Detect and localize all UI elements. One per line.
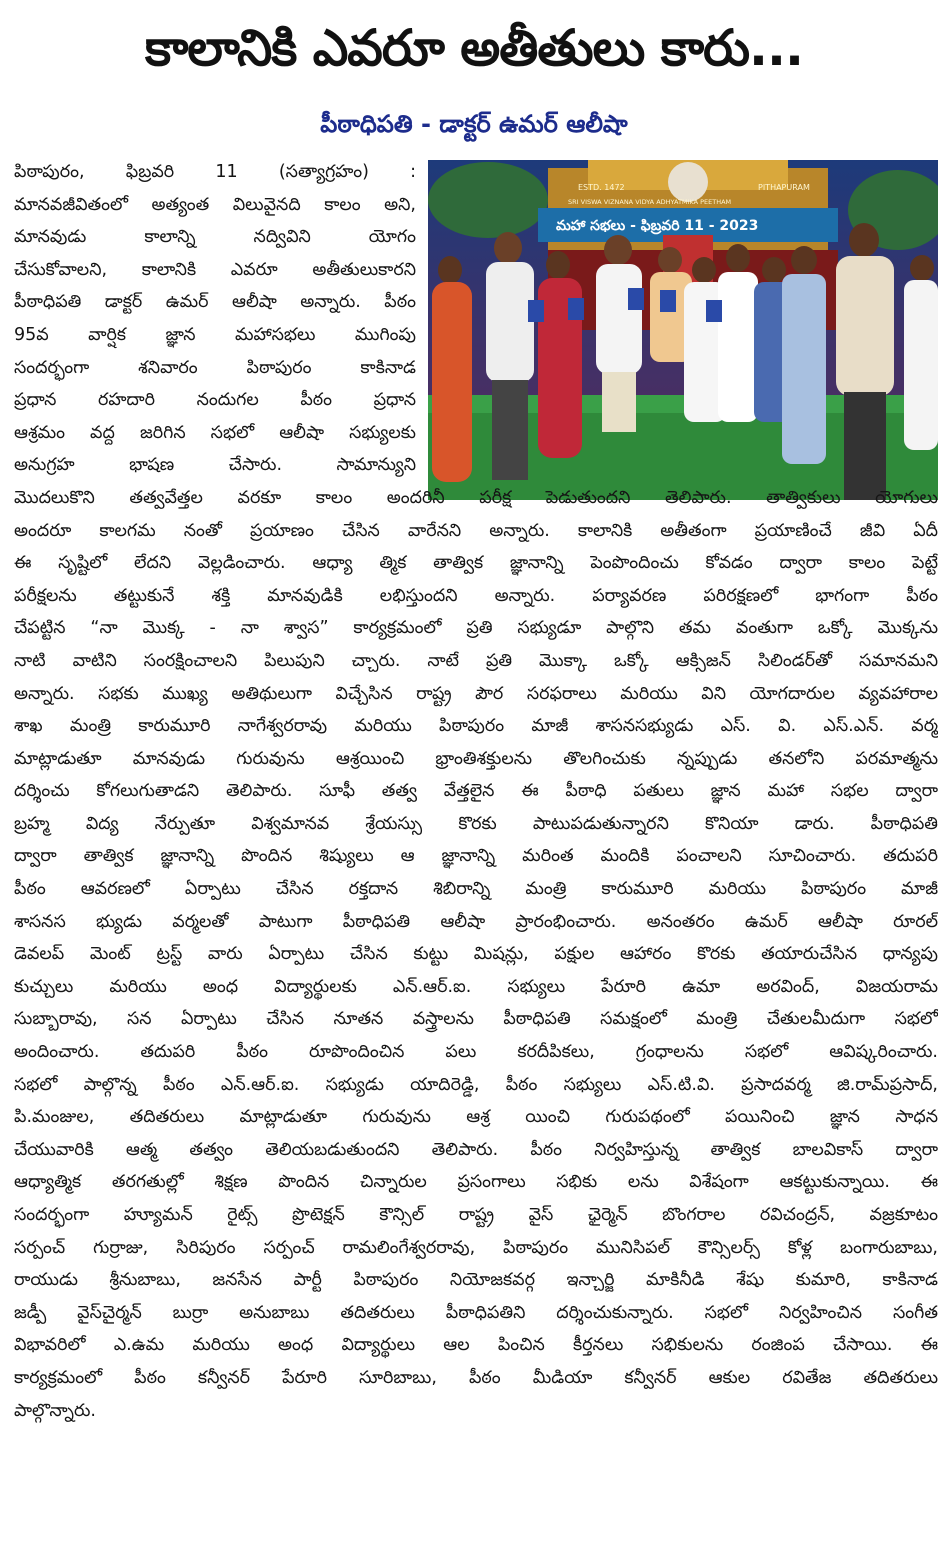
article-line: శాసనస భ్యుడు వర్మలతో పాటుగా పీఠాధిపతి ఆలీషా ప్రారంభించారు. అనంతరం ఉమర్ ఆలీషా రూరల్ (14, 911, 938, 932)
article-line: పాల్గొన్నారు. (14, 1400, 96, 1421)
article-line: కుచ్చులు మరియు అంధ విద్యార్థులకు ఎన్.ఆర్.ఐ. సభ్యులు పేరూరి ఉమా అరవింద్, విజయరామ (14, 976, 938, 997)
article-line: సందర్భంగా శనివారం పిఠాపురం కాకినాడ (14, 357, 416, 378)
article-line: మొదలుకొని తత్వవేత్తల వరకూ కాలం అందరినీ పరీక్ష పెడుతుందని తెలిపారు. తాత్వికులు యోగులు (14, 487, 938, 508)
article-body (14, 156, 938, 1460)
article-line: చేయువారికి ఆత్మ తత్వం తెలియబడుతుందని తెలిపారు. పీఠం నిర్వహిస్తున్న తాత్విక బాలవికాస్ ద్వారా (14, 1139, 938, 1160)
banner-estd: ESTD. 1472 (578, 183, 625, 192)
article-line: అనుగ్రహ భాషణ చేసారు. సామాన్యుని (14, 455, 416, 476)
article-line: విభావరిలో ఎ.ఉమ మరియు అంధ విద్యార్థులు ఆల పించిన కీర్తనలు సభికులను రంజింప చేసాయి. ఈ (14, 1335, 938, 1356)
banner-place: PITHAPURAM (758, 183, 810, 192)
article-line: ద్వారా తాత్విక జ్ఞానాన్ని పొందిన శిష్యులు ఆ జ్ఞానాన్ని మరింత మందికి పంచాలని సూచించారు. తదుపరి (14, 846, 938, 867)
article-line: శాఖ మంత్రి కారుమూరి నాగేశ్వరరావు మరియు పిఠాపురం మాజీ శాసనసభ్యుడు ఎస్. వి. ఎస్.ఎన్. వర్మ (14, 716, 938, 737)
article-line: పరీక్షలను తట్టుకునే శక్తి మానవుడికి లభిస్తుందని అన్నారు. పర్యావరణ పరిరక్షణలో భాగంగా పీఠం (14, 585, 938, 606)
article-line: 95వ వార్షిక జ్ఞాన మహాసభలు ముగింపు (14, 324, 416, 345)
article-line: కార్యక్రమంలో పీఠం కన్వీనర్ పేరూరి సూరిబాబు, పీఠం మీడియా కన్వీనర్ ఆకుల రవితేజ తదితరులు (14, 1367, 938, 1388)
article-line: పీఠం ఆవరణలో ఏర్పాటు చేసిన రక్తదాన శిబిరాన్ని మంత్రి కారుమూరి మరియు పిఠాపురం మాజీ (14, 879, 938, 900)
article-line: అన్నారు. సభకు ముఖ్య అతిథులుగా విచ్చేసిన రాష్ట్ర పౌర సరఫరాలు మరియు విని యోగదారుల వ్యవహారాల (14, 683, 938, 704)
article-line: ఈ సృష్టిలో లేదని వెల్లడించారు. ఆధ్యా త్మిక తాత్విక జ్ఞానాన్ని పెంపొందించు కోవడం ద్వారా కాలం పెట్టే (14, 553, 938, 574)
headline: కాలానికి ఎవరూ అతీతులు కారు... (144, 19, 804, 77)
article-line: ఆశ్రమం వద్ద జరిగిన సభలో ఆలీషా సభ్యులకు (14, 422, 416, 443)
article-line: పిఠాపురం, ఫిబ్రవరి 11 (సత్యాగ్రహం) : (14, 162, 416, 182)
article-line: దర్శించు కోగలుగుతాడని తెలిపారు. సూఫీ తత్వ వేత్తలైన ఈ పీఠాధి పతులు జ్ఞాన మహా సభల ద్వారా (14, 781, 938, 802)
article-line: అందరూ కాలగమ నంతో ప్రయాణం చేసిన వారేనని అన్నారు. కాలానికి అతీతంగా ప్రయాణించే జీవి ఏదీ (14, 520, 938, 541)
article-line: అందించారు. తదుపరి పీఠం రూపొందించిన పలు కరదీపికలు, గ్రంధాలను సభలో ఆవిష్కరించారు. (14, 1042, 938, 1063)
article-line: బ్రహ్మ విద్య నేర్పుతూ విశ్వమానవ శ్రేయస్సు కొరకు పాటుపడుతున్నారని కొనియా డారు. పీఠాధిపతి (14, 813, 938, 834)
article-line: పీఠాధిపతి డాక్టర్ ఉమర్ ఆలీషా అన్నారు. పీఠం (14, 292, 416, 313)
article-line: పి.మంజుల, తదితరులు మాట్లాడుతూ గురువును ఆశ్ర యించి గురుపథంలో పయినించి జ్ఞాన సాధన (14, 1107, 938, 1128)
article-line: రాయుడు శ్రీనుబాబు, జనసేన పార్టీ పిఠాపురం నియోజకవర్గ ఇన్చార్జి మాకినీడి శేషు కుమారి, కాకినాడ (14, 1270, 938, 1291)
article-line: ప్రధాన రహదారి నందుగల పీఠం ప్రధాన (14, 390, 416, 411)
article-line: మాట్లాడుతూ మానవుడు గురువును ఆశ్రయించి భ్రాంతిశక్తులను తొలగించుకు న్నప్పుడు తనలోని పరమాత్మను (14, 748, 938, 769)
article-line: సర్పంచ్ గుర్రాజు, సిరిపురం సర్పంచ్ రామలింగేశ్వరరావు, పిఠాపురం మునిసిపల్ కౌన్సిలర్స్ కోళ్ల బంగారుబాబు, (14, 1237, 938, 1258)
banner-subtitle: SRI VISWA VIZNANA VIDYA ADHYATMIKA PEETHAM (568, 198, 732, 206)
article-line: జడ్పీ వైస్‌చైర్మన్ బుర్రా అనుబాబు తదితరులు పీఠాధిపతిని దర్శించుకున్నారు. సభలో నిర్వహించిన సంగీత (14, 1302, 938, 1323)
article-line: సభలో పాల్గొన్న పీఠం ఎన్.ఆర్.ఐ. సభ్యుడు యాదిరెడ్డి, పీఠం సభ్యులు ఎస్.టి.వి. ప్రసాదవర్మ జి.రామ్‌ప్రసాద్, (14, 1074, 938, 1095)
article-line: డెవలప్ మెంట్ ట్రస్ట్ వారు ఏర్పాటు చేసిన కుట్టు మిషన్లు, పక్షుల ఆహారం కొరకు తయారుచేసిన ధాన్యపు (14, 944, 938, 965)
article-line: చేసుకోవాలని, కాలానికి ఎవరూ అతీతులుకారని (14, 259, 416, 280)
article-line: ఆధ్యాత్మిక తరగతుల్లో శిక్షణ పొందిన చిన్నారుల ప్రసంగాలు సభికు లను విశేషంగా ఆకట్టుకున్నాయి. ఈ (14, 1172, 938, 1193)
article-line: సందర్భంగా హ్యూమన్ రైట్స్ ప్రొటెక్షన్ కౌన్సిల్ రాష్ట్ర వైస్ ఛైర్మెన్ బొంగరాల రవిచంద్రన్, వజ్రకూటం (14, 1205, 938, 1225)
article-line: మానవజీవితంలో అత్యంత విలువైనది కాలం అని, (14, 194, 416, 215)
banner-title: మహా సభలు - ఫిబ్రవరి 11 - 2023 (556, 218, 759, 234)
subheadline: పీఠాధిపతి - డాక్టర్ ఉమర్ ఆలీషా (320, 110, 628, 138)
article-line: మానవుడు కాలాన్ని నద్వివిని యోగం (14, 227, 416, 248)
article-line: నాటి వాటిని సంరక్షించాలని పిలుపుని చ్చారు. నాటే ప్రతి మొక్కా ఒక్కో ఆక్సిజన్ సిలిండర్‌తో సమానమని (14, 650, 938, 671)
article-line-last (14, 1427, 938, 1460)
article-line: చేపట్టిన “నా మొక్క - నా శ్వాస” కార్యక్రమంలో ప్రతి సభ్యుడూ పాల్గొని తమ వంతుగా ఒక్కో మొక్కను (14, 618, 938, 639)
article-line: సుబ్బారావు, సన ఏర్పాటు చేసిన నూతన వస్త్రాలను పీఠాధిపతి సమక్షంలో మంత్రి చేతులమీదుగా సభలో (14, 1009, 938, 1030)
